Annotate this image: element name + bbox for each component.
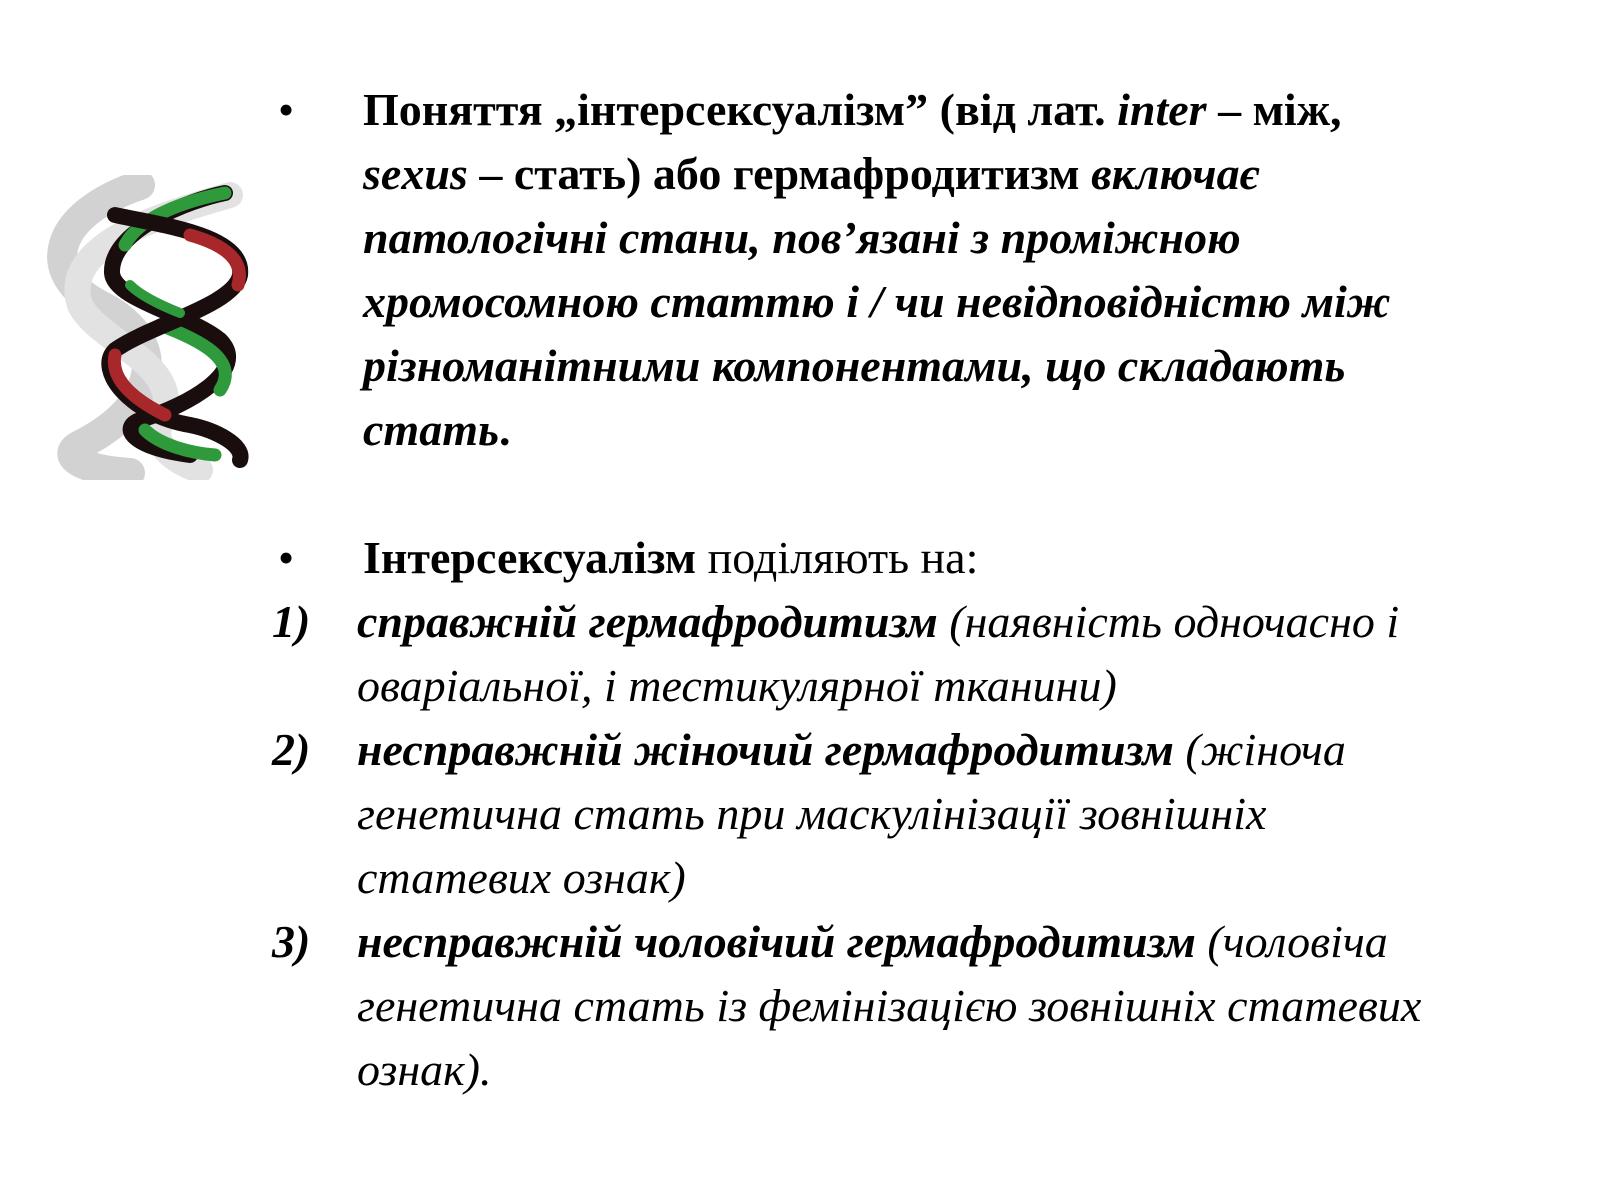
latin-inter: inter [1117, 84, 1207, 135]
list-number: 2) [272, 724, 311, 775]
list-term: справжній гермафродитизм [357, 596, 938, 647]
list-item [272, 910, 1432, 1102]
list-item [272, 590, 1432, 718]
slide-content [272, 78, 1432, 1102]
classification-rest: поділяють на: [696, 532, 979, 583]
classification-term: Інтерсексуалізм [363, 532, 697, 583]
bullet-item-classification [272, 526, 1432, 590]
list-text [357, 718, 1432, 910]
classification-intro [363, 526, 1432, 590]
list-text [357, 910, 1432, 1102]
list-description: (наявність одночасно і оваріальної, і тестикулярної тканини) [357, 596, 1400, 711]
definition-text-3: – стать) або гермафродитизм [467, 148, 1092, 199]
list-description: (чоловіча генетична стать із фемінізацією зовнішніх статевих ознак). [357, 916, 1422, 1095]
definition-text-italic: включає патологічні стани, пов’язані з проміжною хромосомною статтю і / чи невідповідністю між різноманітними компонентами, що складають стать [363, 148, 1391, 455]
definition-text-1: Поняття „інтерсексуалізм” (від лат. [363, 84, 1118, 135]
definition-text-2: – між, [1206, 84, 1342, 135]
definition-paragraph [363, 78, 1432, 462]
bullet-marker: • [278, 84, 295, 135]
list-description: (жіноча генетична стать при маскулінізації зовнішніх статевих ознак) [357, 724, 1346, 903]
latin-sexus: sexus [363, 148, 468, 199]
list-item [272, 718, 1432, 910]
list-text [357, 590, 1432, 718]
bullet-item-definition [272, 78, 1432, 462]
bullet-marker: • [278, 532, 295, 583]
list-number: 3) [272, 916, 311, 967]
dna-helix-icon [40, 175, 255, 480]
list-term: несправжній жіночий гермафродитизм [357, 724, 1174, 775]
definition-period: . [499, 404, 511, 455]
list-term: несправжній чоловічий гермафродитизм [357, 916, 1196, 967]
paragraph-gap [272, 462, 1432, 526]
list-number: 1) [272, 596, 311, 647]
